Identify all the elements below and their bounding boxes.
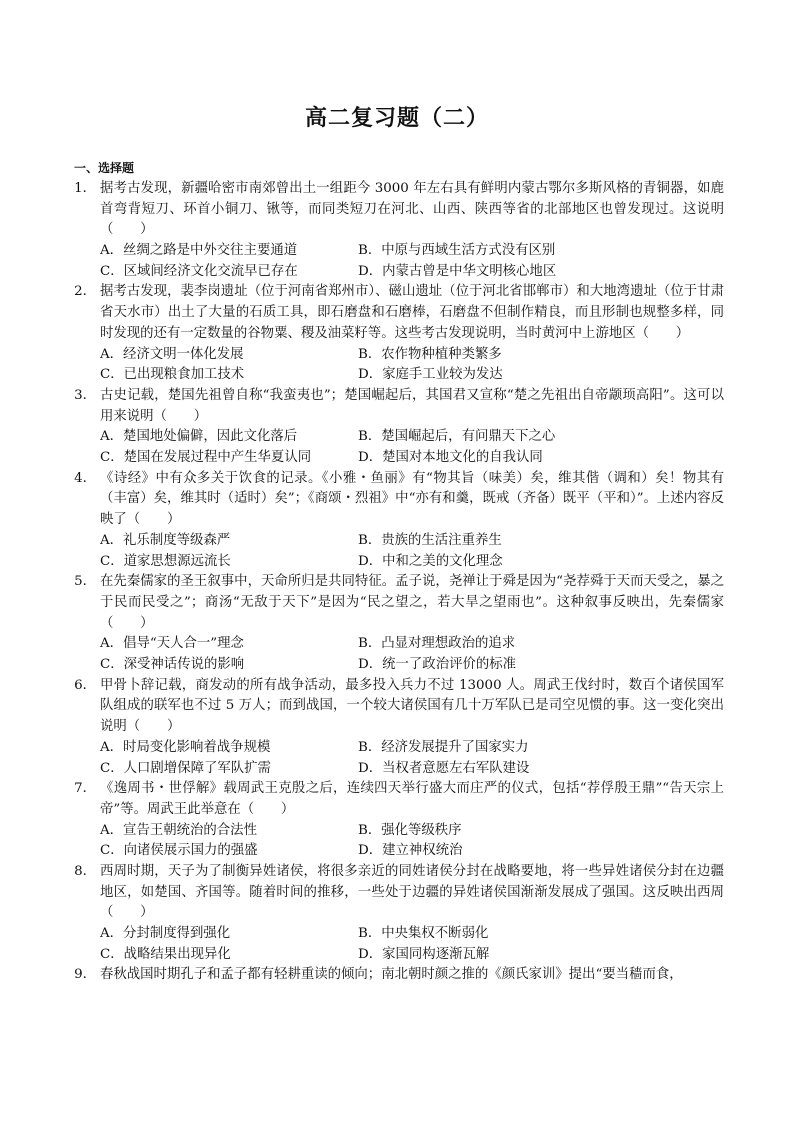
option-b: B．经济发展提升了国家实力 xyxy=(358,739,529,755)
question-text: 据考古发现，裴李岗遗址（位于河南省郑州市）、磁山遗址（位于河北省邯郸市）和大地湾遗址（位于甘肃省天水市）出土了大量的石质工具，即石磨盘和石磨棒，石磨盘不但制作精良，而且形制也规整多样，同时发现的还有一定数量的谷物粟、稷及油菜籽等。这些考古发现说明，当时黄河中上游地区（ ） xyxy=(100,284,724,341)
question-5 xyxy=(74,572,724,675)
question-text: 据考古发现，新疆哈密市南郊曾出土一组距今 3000 年左右具有鲜明内蒙古鄂尔多斯风格的青铜器，如鹿首弯背短刀、环首小铜刀、锹等，而同类短刀在河北、山西、陕西等省的北部地区也曾发现过。这说明（ ） xyxy=(100,181,724,238)
question-number: 3． xyxy=(74,387,96,403)
question-4 xyxy=(74,469,724,572)
option-d: D．家国同构逐渐瓦解 xyxy=(358,946,490,962)
option-b: B．楚国崛起后，有问鼎天下之心 xyxy=(358,429,556,445)
option-a: A．倡导“天人合一”理念 xyxy=(100,636,244,652)
option-d: D．内蒙古曾是中华文明核心地区 xyxy=(358,263,557,279)
question-number: 2． xyxy=(74,284,96,300)
option-b: B．贵族的生活注重养生 xyxy=(358,532,502,548)
option-c: C．道家思想源远流长 xyxy=(100,553,231,569)
option-c: C．向诸侯展示国力的强盛 xyxy=(100,843,258,859)
question-text: 在先秦儒家的圣王叙事中，天命所归是共同特征。孟子说，尧禅让于舜是因为“尧荐舜于天而天受之，暴之于民而民受之”；商汤“无敌于天下”是因为“民之望之，若大旱之望雨也”。这种叙事反映出，先秦儒家（ ） xyxy=(100,574,724,631)
question-text: 《逸周书・世俘解》载周武王克殷之后，连续四天举行盛大而庄严的仪式，包括“荐俘殷王鼎”“告天宗上帝”等。周武王此举意在（ ） xyxy=(100,781,724,817)
question-options xyxy=(74,345,724,386)
question-6 xyxy=(74,676,724,779)
option-c: C．人口剧增保障了军队扩需 xyxy=(100,760,271,776)
question-1 xyxy=(74,179,724,282)
question-stem xyxy=(74,469,724,531)
question-stem xyxy=(74,965,724,986)
option-d: D．当权者意愿左右军队建设 xyxy=(358,760,530,776)
question-list xyxy=(74,179,724,986)
option-c: C．深受神话传说的影响 xyxy=(100,657,245,673)
question-number: 7． xyxy=(74,781,96,797)
question-text: 西周时期，天子为了制衡异姓诸侯，将很多亲近的同姓诸侯分封在战略要地，将一些异姓诸侯分封在边疆地区，如楚国、齐国等。随着时间的推移，一些处于边疆的异姓诸侯国渐渐发展成了强国。这反映出西周（ ） xyxy=(100,863,724,921)
question-options xyxy=(74,821,724,862)
option-a: A．丝绸之路是中外交往主要通道 xyxy=(100,243,298,259)
question-stem xyxy=(74,676,724,738)
question-stem xyxy=(74,179,724,241)
question-options xyxy=(74,738,724,779)
question-stem xyxy=(74,282,724,344)
question-text: 《诗经》中有众多关于饮食的记录。《小雅・鱼丽》有“物其旨（味美）矣，维其偕（调和）矣！物其有（丰富）矣，维其时（适时）矣”；《商颂・烈祖》中“亦有和羹，既戒（齐备）既平（平和）”。上述内容反映了（ ） xyxy=(100,470,724,528)
option-d: D．建立神权统治 xyxy=(358,843,463,859)
question-number: 8． xyxy=(74,863,96,879)
option-c: C．区域间经济文化交流早已存在 xyxy=(100,263,298,279)
option-a: A．分封制度得到强化 xyxy=(100,926,231,942)
question-stem xyxy=(74,386,724,427)
question-text: 古史记载，楚国先祖曾自称“我蛮夷也”；楚国崛起后，其国君又宣称“楚之先祖出自帝颛顼高阳”。这可以用来说明（ ） xyxy=(100,387,724,424)
question-text: 春秋战国时期孔子和孟子都有轻耕重读的倾向；南北朝时颜之推的《颜氏家训》提出“要当穑而食， xyxy=(100,967,683,983)
question-number: 9． xyxy=(74,967,96,983)
question-9 xyxy=(74,965,724,986)
question-8 xyxy=(74,862,724,965)
option-d: D．中和之美的文化理念 xyxy=(358,553,503,569)
option-b: B．强化等级秩序 xyxy=(358,822,462,838)
option-c: C．楚国在发展过程中产生华夏认同 xyxy=(100,450,312,466)
option-b: B．凸显对理想政治的追求 xyxy=(358,636,516,652)
question-text: 甲骨卜辞记载，商发动的所有战争活动，最多投入兵力不过 13000 人。周武王伐纣时，数百个诸侯国军队组成的联军也不过 5 万人；而到战国，一个较大诸侯国有几十万军队已是司空见惯的事。这一变化突出说明（ ） xyxy=(100,677,724,735)
option-c: C．战略结果出现异化 xyxy=(100,946,231,962)
question-stem xyxy=(74,572,724,634)
question-7 xyxy=(74,779,724,862)
option-a: A．楚国地处偏僻，因此文化落后 xyxy=(100,429,298,445)
option-d: D．家庭手工业较为发达 xyxy=(358,367,503,383)
option-a: A．礼乐制度等级森严 xyxy=(100,532,231,548)
option-a: A．宣告王朝统治的合法性 xyxy=(100,822,257,838)
question-stem xyxy=(74,862,724,924)
question-options xyxy=(74,634,724,675)
question-options xyxy=(74,241,724,282)
question-2 xyxy=(74,282,724,385)
question-options xyxy=(74,427,724,468)
option-c: C．已出现粮食加工技术 xyxy=(100,367,245,383)
question-number: 1． xyxy=(74,181,96,196)
question-stem xyxy=(74,779,724,820)
option-b: B．中央集权不断弱化 xyxy=(358,926,489,942)
option-b: B．农作物种植种类繁多 xyxy=(358,346,502,362)
question-3 xyxy=(74,386,724,469)
section-heading: 一、选择题 xyxy=(74,161,135,175)
option-b: B．中原与西域生活方式没有区别 xyxy=(358,243,556,259)
question-options xyxy=(74,924,724,965)
option-a: A．经济文明一体化发展 xyxy=(100,346,244,362)
option-d: D．楚国对本地文化的自我认同 xyxy=(358,450,543,466)
question-number: 4． xyxy=(74,470,96,486)
page-title: 高二复习题（二） xyxy=(304,106,489,131)
option-d: D．统一了政治评价的标准 xyxy=(358,657,517,673)
question-number: 6． xyxy=(74,677,96,693)
option-a: A．时局变化影响着战争规模 xyxy=(100,739,271,755)
question-number: 5． xyxy=(74,574,96,590)
question-options xyxy=(74,531,724,572)
